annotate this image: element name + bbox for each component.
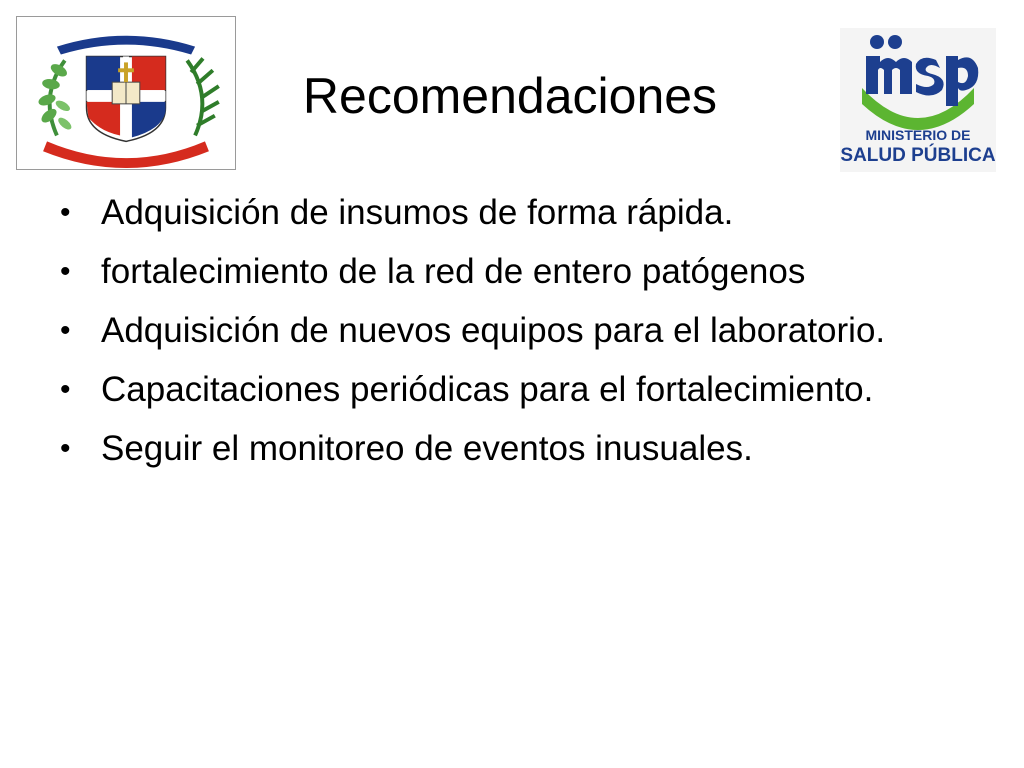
bullet-item: • fortalecimiento de la red de entero patógenos [60,247,980,297]
msp-line2: SALUD PÚBLICA [840,145,996,166]
bullet-item: • Seguir el monitoreo de eventos inusuales. [60,424,980,474]
msp-line1: MINISTERIO DE [865,127,971,143]
coat-of-arms-icon [17,17,235,169]
bullet-list [60,188,980,483]
msp-logo [840,28,996,172]
coat-of-arms-logo [16,16,236,170]
bullet-item: • Adquisición de nuevos equipos para el laboratorio. [60,306,980,356]
bullet-item: • Adquisición de insumos de forma rápida. [60,188,980,238]
bullet-item: • Capacitaciones periódicas para el fortalecimiento. [60,365,980,415]
slide-title: Recomendaciones [302,68,718,124]
